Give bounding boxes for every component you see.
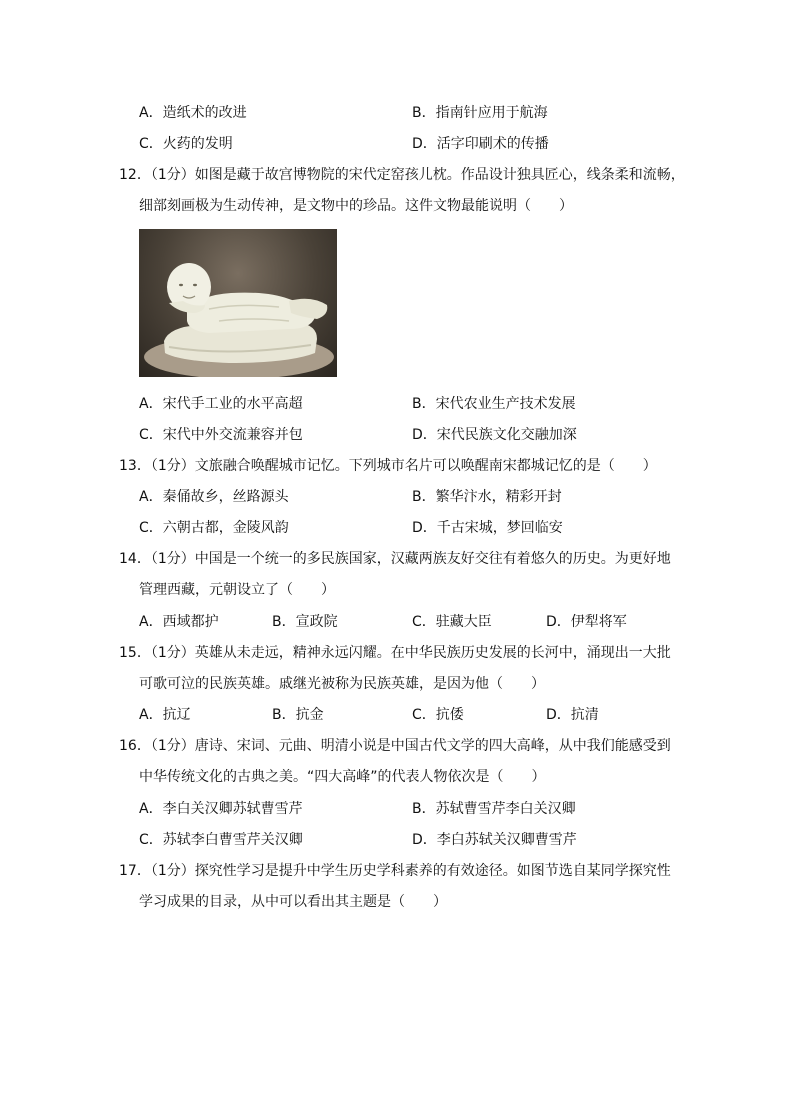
q13-option-a: A．秦俑故乡，丝路源头	[139, 489, 289, 505]
q14-stem-line2: 管理西藏，元朝设立了（ ）	[139, 582, 335, 598]
q16-option-d: D．李白苏轼关汉卿曹雪芹	[412, 832, 577, 848]
q13-option-d: D．千古宋城，梦回临安	[412, 520, 563, 536]
q15-option-b: B．抗金	[272, 707, 324, 723]
q15-option-d: D．抗清	[546, 707, 599, 723]
q16-option-a: A．李白关汉卿苏轼曹雪芹	[139, 801, 303, 817]
q13-option-c: C．六朝古都，金陵风韵	[139, 520, 289, 536]
child-pillow-photo	[139, 229, 337, 377]
q12-option-d: D．宋代民族文化交融加深	[412, 427, 577, 443]
q14-option-a: A．西域都护	[139, 614, 219, 630]
q12-option-c: C．宋代中外交流兼容并包	[139, 427, 303, 443]
q14-option-d: D．伊犁将军	[546, 614, 627, 630]
q16-stem-line1: 16．（1分）唐诗、宋词、元曲、明清小说是中国古代文学的四大高峰，从中我们能感受到	[119, 738, 671, 754]
q12-option-b: B．宋代农业生产技术发展	[412, 396, 576, 412]
q12-stem-line1: 12．（1分）如图是藏于故宫博物院的宋代定窑孩儿枕。作品设计独具匠心，线条柔和流畅，	[119, 167, 685, 183]
q13-stem-line1: 13．（1分）文旅融合唤醒城市记忆。下列城市名片可以唤醒南宋都城记忆的是（ ）	[119, 458, 657, 474]
q14-stem-line1: 14．（1分）中国是一个统一的多民族国家，汉藏两族友好交往有着悠久的历史。为更好地	[119, 551, 671, 567]
q11-option-d: D．活字印刷术的传播	[412, 136, 549, 152]
q14-option-b: B．宣政院	[272, 614, 338, 630]
q15-option-a: A．抗辽	[139, 707, 191, 723]
q11-option-b: B．指南针应用于航海	[412, 105, 548, 121]
q13-option-b: B．繁华汴水，精彩开封	[412, 489, 562, 505]
q17-stem-line2: 学习成果的目录，从中可以看出其主题是（ ）	[139, 894, 447, 910]
q14-option-c: C．驻藏大臣	[412, 614, 492, 630]
q11-option-a: A．造纸术的改进	[139, 105, 247, 121]
q15-stem-line1: 15．（1分）英雄从未走远，精神永远闪耀。在中华民族历史发展的长河中，涌现出一大批	[119, 645, 671, 661]
q12-stem-line2: 细部刻画极为生动传神，是文物中的珍品。这件文物最能说明（ ）	[139, 198, 573, 214]
q11-option-c: C．火药的发明	[139, 136, 233, 152]
q17-stem-line1: 17．（1分）探究性学习是提升中学生历史学科素养的有效途径。如图节选自某同学探究性	[119, 863, 671, 879]
q15-stem-line2: 可歌可泣的民族英雄。戚继光被称为民族英雄，是因为他（ ）	[139, 676, 545, 692]
q16-option-c: C．苏轼李白曹雪芹关汉卿	[139, 832, 303, 848]
q16-option-b: B．苏轼曹雪芹李白关汉卿	[412, 801, 576, 817]
q12-option-a: A．宋代手工业的水平高超	[139, 396, 303, 412]
q16-stem-line2: 中华传统文化的古典之美。“四大高峰”的代表人物依次是（ ）	[139, 769, 546, 785]
q15-option-c: C．抗倭	[412, 707, 464, 723]
